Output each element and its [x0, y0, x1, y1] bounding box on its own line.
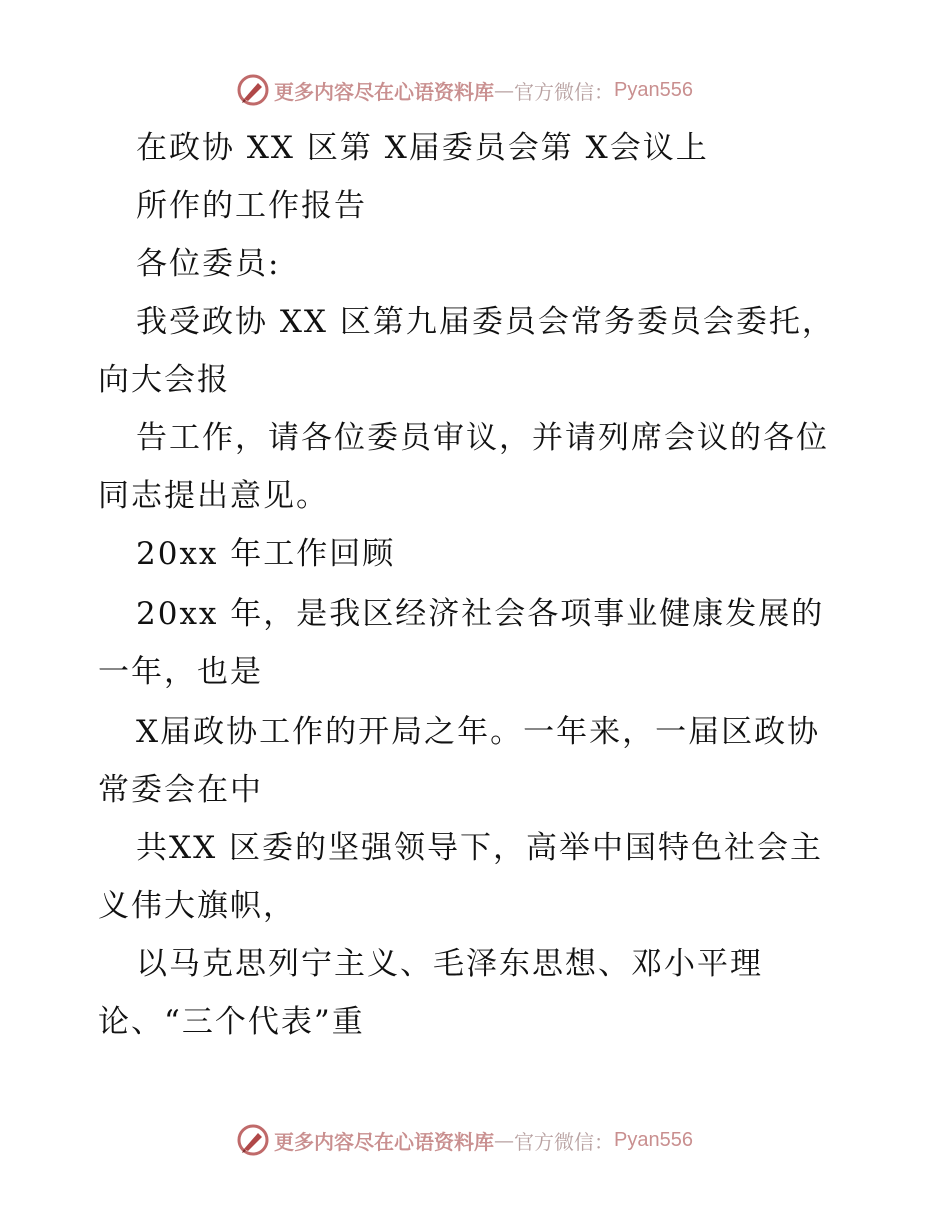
salutation: 各位委员:: [136, 246, 281, 282]
title-line-1: 在政协 XX 区第 X届委员会第 X会议上: [136, 130, 709, 166]
watermark-sub-text: 官方微信：: [514, 1129, 614, 1154]
watermark-dash: —: [494, 78, 514, 102]
paragraph-line: 共XX 区委的坚强领导下，高举中国特色社会主: [136, 830, 823, 866]
watermark-main-text: 更多内容尽在心语资料库: [274, 1129, 494, 1154]
paragraph-line: 论、“三个代表”重: [98, 1004, 365, 1040]
paragraph-line: 告工作，请各位委员审议，并请列席会议的各位: [136, 420, 829, 456]
watermark-dash: —: [494, 1128, 514, 1152]
watermark-wechat-id: Pyan556: [614, 78, 693, 101]
title-line-2: 所作的工作报告: [136, 188, 367, 224]
watermark-main-text: 更多内容尽在心语资料库: [274, 79, 494, 104]
section-heading: 20xx 年工作回顾: [136, 536, 396, 572]
paragraph-line: 常委会在中: [98, 772, 263, 808]
paragraph-line: 以马克思列宁主义、毛泽东思想、邓小平理: [136, 946, 763, 982]
paragraph-line: X届政协工作的开局之年。一年来，一届区政协: [136, 714, 821, 750]
watermark-header: [236, 72, 693, 108]
paragraph-line: 义伟大旗帜，: [98, 888, 296, 924]
paragraph-line: 向大会报: [98, 362, 230, 398]
watermark-wechat-id: Pyan556: [614, 1128, 693, 1151]
paragraph-line: 20xx 年，是我区经济社会各项事业健康发展的: [136, 596, 825, 632]
watermark-footer: [236, 1122, 693, 1158]
red-pen-logo-icon: [236, 1123, 270, 1157]
watermark-sub-text: 官方微信：: [514, 79, 614, 104]
red-pen-logo-icon: [236, 73, 270, 107]
paragraph-line: 一年，也是: [98, 654, 263, 690]
paragraph-line: 我受政协 XX 区第九届委员会常务委员会委托，: [136, 304, 835, 340]
paragraph-line: 同志提出意见。: [98, 478, 329, 514]
